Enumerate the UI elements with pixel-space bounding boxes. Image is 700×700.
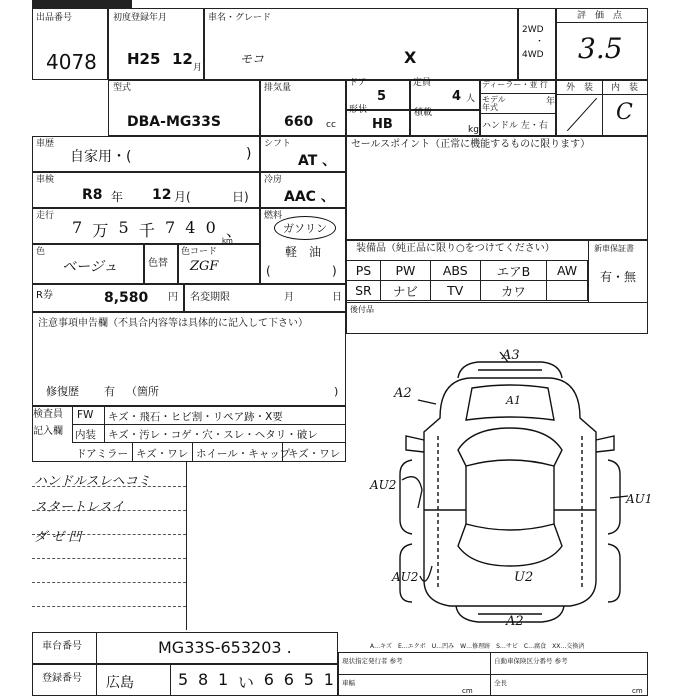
- mileage-digit: 、: [225, 221, 242, 240]
- plate-digit: 8: [197, 670, 209, 689]
- capacity-label: 定員: [413, 78, 432, 88]
- ac-label: 冷房: [264, 175, 283, 185]
- lot-number: 4078: [46, 50, 97, 74]
- equip-cell: カワ: [480, 281, 547, 301]
- diagram-mark: U2: [514, 570, 534, 585]
- cm-unit: cm: [462, 687, 473, 695]
- color-change-label: 色替: [148, 258, 168, 269]
- type-value: DBA-MG33S: [127, 114, 221, 130]
- grade: X: [404, 48, 417, 67]
- name-change-month: 月: [284, 292, 294, 303]
- usage-box: [32, 136, 260, 172]
- drive-2wd: 2WD: [522, 25, 544, 35]
- repair-close: ): [334, 385, 339, 398]
- repair-value: 有: [104, 385, 115, 398]
- equipment-label: 装備品（純正品に限り○をつけてください）: [356, 243, 555, 254]
- usage-value: 自家用・(: [70, 149, 132, 165]
- door-label: ドア: [349, 78, 367, 88]
- year-unit: 年: [546, 97, 556, 107]
- inspection-year-unit: 年: [111, 190, 124, 204]
- name-change-label: 名変期限: [190, 292, 230, 303]
- fuel-value: ガソリン: [283, 222, 327, 235]
- inspection-box: [32, 172, 260, 208]
- shape-value: HB: [372, 117, 393, 132]
- inspection-era: R8: [82, 187, 103, 203]
- fuel-paren-open: (: [266, 264, 271, 278]
- load-label: 積載: [414, 108, 433, 118]
- shift-value: AT 、: [298, 153, 337, 169]
- diagram-mark: A1: [506, 394, 521, 407]
- score-value: 3.5: [578, 32, 623, 65]
- plate-digit: 5: [178, 670, 189, 689]
- model-name: モコ: [240, 52, 265, 66]
- chassis-value: MG33S-653203 .: [158, 638, 292, 657]
- equip-cell: エアB: [480, 261, 547, 281]
- plate-digits: [178, 670, 334, 692]
- color-value: ベージュ: [62, 259, 118, 275]
- handle-label: ハンドル 左・右: [482, 121, 548, 131]
- name-change-day: 日: [332, 292, 342, 303]
- score-label: 評 価 点: [577, 11, 623, 21]
- diagram-mark: AU2: [370, 478, 397, 492]
- km-unit: km: [222, 237, 233, 245]
- notes-title: 注意事項申告欄（不具合内容等は具体的に記入して下さい）: [38, 318, 308, 329]
- equip-cell: PS: [347, 261, 381, 281]
- color-code-label: 色コード: [181, 247, 218, 257]
- car-body-diagram: [360, 340, 660, 640]
- equipment-table: [346, 260, 588, 301]
- mileage-digit: 7: [72, 218, 83, 237]
- plate-digit: 1: [323, 670, 334, 689]
- shift-label: シフト: [264, 139, 292, 149]
- fuel-paren-close: ): [332, 264, 337, 278]
- reg-month: 12: [172, 50, 193, 68]
- usage-label: 車歴: [36, 139, 55, 149]
- diagram-mark: A3: [502, 348, 520, 363]
- drive-dot: ・: [535, 37, 545, 47]
- wheel-items: キズ・ワレ: [288, 448, 341, 460]
- repair-place: （箇所: [126, 385, 159, 398]
- name-label: 車名・グレード: [208, 13, 272, 23]
- mileage-digit: 4: [185, 218, 196, 237]
- sales-label: セールスポイント（正常に機能するものに限ります）: [351, 139, 591, 150]
- ref1-label: 現状指定発行者 参考: [342, 657, 403, 665]
- mileage-digit: 7: [164, 218, 176, 237]
- drive-4wd: 4WD: [522, 50, 544, 60]
- handwritten-note-1: ハンドルスレヘコミ: [34, 474, 151, 489]
- displacement-label: 排気量: [264, 83, 292, 93]
- interior-check-label: 内装: [75, 429, 96, 441]
- aftermarket-label: 後付品: [350, 305, 374, 314]
- recycle-yen: 円: [168, 292, 178, 303]
- mileage-digits: [72, 218, 242, 240]
- color-label: 色: [36, 247, 46, 257]
- damage-legend: A…キズ E…エクボ U…凹み W…修理跡 S…サビ C…腐食 XX…交換済: [370, 643, 585, 650]
- mileage-digit: 千: [138, 221, 155, 240]
- inspection-day-unit: 日): [232, 190, 249, 204]
- header-stub: [32, 0, 132, 8]
- equip-cell: ナビ: [380, 281, 430, 301]
- capacity-value: 4: [452, 89, 462, 104]
- mileage-digit: 5: [118, 218, 129, 237]
- recycle-label: R券: [36, 290, 53, 301]
- cm-unit: cm: [632, 687, 643, 695]
- door-value: 5: [377, 89, 387, 104]
- lot-label: 出品番号: [36, 13, 73, 23]
- usage-close: ): [246, 146, 252, 162]
- fw-label: FW: [77, 409, 94, 421]
- mirror-items: キズ・ワレ: [136, 448, 189, 460]
- ref3-label: 車幅: [342, 679, 355, 687]
- ac-value: AAC 、: [284, 189, 335, 205]
- inspection-month: 12: [152, 187, 172, 203]
- interior-label: 内 装: [611, 83, 639, 93]
- reg-month-unit: 月: [193, 63, 203, 73]
- plate-area: 広島: [106, 675, 134, 691]
- reg-label: 初度登録年月: [113, 13, 168, 23]
- model-year-label: モデル年式: [482, 95, 506, 112]
- recycle-value: 8,580: [104, 290, 149, 306]
- inspection-label: 車検: [36, 175, 55, 185]
- exterior-label: 外 装: [566, 83, 594, 93]
- equip-cell: AW: [547, 261, 588, 281]
- mileage-label: 走行: [36, 211, 55, 221]
- plate-digit: 1: [217, 670, 229, 689]
- equip-cell: ABS: [430, 261, 480, 281]
- ref4-label: 全長: [494, 679, 507, 687]
- fuel-alt: 軽 油: [285, 245, 322, 259]
- repair-label: 修復歴: [46, 385, 79, 398]
- equip-cell: [547, 281, 588, 301]
- handwritten-note-3: ダ ゼ 凹: [34, 530, 82, 545]
- displacement-value: 660: [284, 114, 314, 130]
- diagram-mark: A2: [394, 386, 412, 401]
- inspector-label: 検査員: [33, 409, 63, 420]
- plate-digit: い: [237, 673, 254, 692]
- wheel-label: ホイール・キャップ: [196, 448, 291, 460]
- chassis-label: 車台番号: [42, 641, 82, 652]
- handwritten-note-2: スタートレスイ: [34, 500, 125, 515]
- interior-grade: C: [616, 100, 633, 125]
- fuel-label: 燃料: [264, 211, 283, 221]
- equip-cell: TV: [430, 281, 480, 301]
- inspection-month-unit: 月(: [174, 190, 191, 204]
- cc-unit: cc: [326, 120, 336, 130]
- new-car-label: 新車保証書: [594, 244, 634, 253]
- diagram-mark: A2: [506, 614, 524, 629]
- mirror-label: ドアミラー: [76, 448, 129, 460]
- reg-era: H25: [127, 50, 161, 68]
- equip-cell: PW: [380, 261, 430, 281]
- diagram-mark: AU1: [626, 492, 653, 506]
- diagram-mark: AU2: [392, 570, 419, 584]
- mileage-digit: 0: [205, 218, 216, 237]
- person-unit: 人: [466, 94, 476, 104]
- plate-digit: 6: [283, 670, 294, 689]
- color-code-value: ZGF: [190, 259, 219, 274]
- plate-digit: 5: [303, 670, 314, 689]
- plate-label: 登録番号: [42, 673, 82, 684]
- type-label: 型式: [113, 83, 132, 93]
- plate-digit: 6: [263, 670, 274, 689]
- kg-unit: kg: [468, 125, 479, 135]
- interior-items: キズ・汚レ・コゲ・穴・スレ・ヘタリ・破レ: [108, 429, 318, 441]
- dealer-label: ディーラー・並 行: [482, 80, 548, 89]
- fw-items: キズ・飛石・ヒビ割・リペア跡・X要: [108, 411, 283, 423]
- shape-label: 形状: [349, 105, 368, 115]
- record-label: 記入欄: [33, 426, 63, 437]
- mileage-digit: 万: [92, 221, 109, 240]
- ref2-label: 自動車保険区分番号 参考: [494, 657, 568, 665]
- new-car-value: 有・無: [600, 270, 637, 284]
- equip-cell: SR: [347, 281, 381, 301]
- sales-box: [346, 136, 648, 240]
